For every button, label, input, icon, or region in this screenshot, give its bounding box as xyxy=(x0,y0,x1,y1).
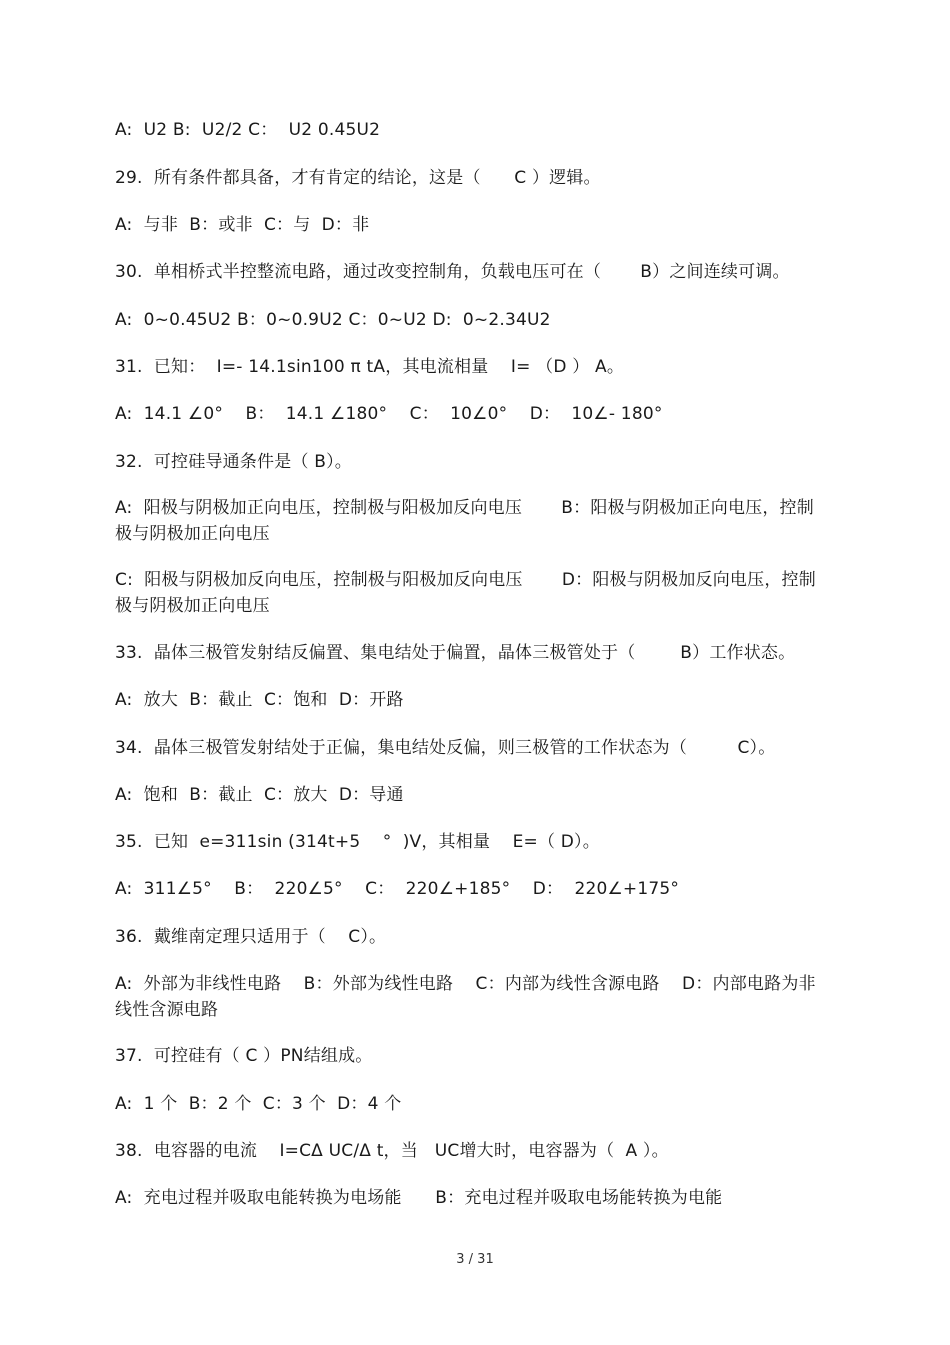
question-35: 35. 已知 e=311sin (314t+5 ° )V，其相量 E=（ D）。 xyxy=(115,832,600,852)
answer-options-q32-cd: C: 阳极与阴极加反向电压，控制极与阳极加反向电压 D：阳极与阴极加反向电压，控制极与阴极加正向电压 xyxy=(115,570,816,616)
question-36: 36. 戴维南定理只适用于（ C）。 xyxy=(115,927,387,947)
answer-options-q30: A: 0~0.45U2 B：0~0.9U2 C：0~U2 D: 0~2.34U2 xyxy=(115,310,551,330)
answer-options-q33: A: 放大 B：截止 C：饱和 D：开路 xyxy=(115,690,404,710)
question-33: 33. 晶体三极管发射结反偏置、集电结处于偏置，晶体三极管处于（ B）工作状态。 xyxy=(115,643,796,663)
answer-options-q31: A: 14.1 ∠0° B： 14.1 ∠180° C： 10∠0° D： 10∠- 180° xyxy=(115,404,663,424)
answer-options-q37: A: 1 个 B：2 个 C：3 个 D：4 个 xyxy=(115,1094,402,1114)
question-34: 34. 晶体三极管发射结处于正偏，集电结处反偏，则三极管的工作状态为（ C）。 xyxy=(115,738,776,758)
page-number: 3 / 31 xyxy=(456,1252,494,1267)
question-29: 29. 所有条件都具备，才有肯定的结论，这是（ C ）逻辑。 xyxy=(115,168,601,188)
answer-options-q38: A: 充电过程并吸取电能转换为电场能 B：充电过程并吸取电场能转换为电能 xyxy=(115,1188,723,1208)
question-37: 37. 可控硅有（ C ）PN结组成。 xyxy=(115,1046,373,1066)
question-32: 32. 可控硅导通条件是（ B）。 xyxy=(115,452,353,472)
answer-options-q28: A: U2 B: U2/2 C： U2 0.45U2 xyxy=(115,120,381,140)
answer-options-q35: A: 311∠5° B： 220∠5° C： 220∠+185° D： 220∠+175° xyxy=(115,879,680,899)
answer-options-q32-ab: A: 阳极与阴极加正向电压，控制极与阳极加反向电压 B：阳极与阴极加正向电压，控制极与阴极加正向电压 xyxy=(115,498,814,544)
question-31: 31. 已知： I=- 14.1sin100 π tA，其电流相量 I= （D ） A。 xyxy=(115,357,625,377)
question-38: 38. 电容器的电流 I=CΔ UC/Δ t，当 UC增大时，电容器为（ A ）。 xyxy=(115,1141,669,1161)
answer-options-q34: A: 饱和 B：截止 C：放大 D：导通 xyxy=(115,785,404,805)
answer-options-q36: A: 外部为非线性电路 B：外部为线性电路 C：内部为线性含源电路 D：内部电路为非线性含源电路 xyxy=(115,974,816,1020)
answer-options-q29: A: 与非 B：或非 C：与 D：非 xyxy=(115,215,370,235)
question-30: 30. 单相桥式半控整流电路，通过改变控制角，负载电压可在（ B）之间连续可调。 xyxy=(115,262,790,282)
